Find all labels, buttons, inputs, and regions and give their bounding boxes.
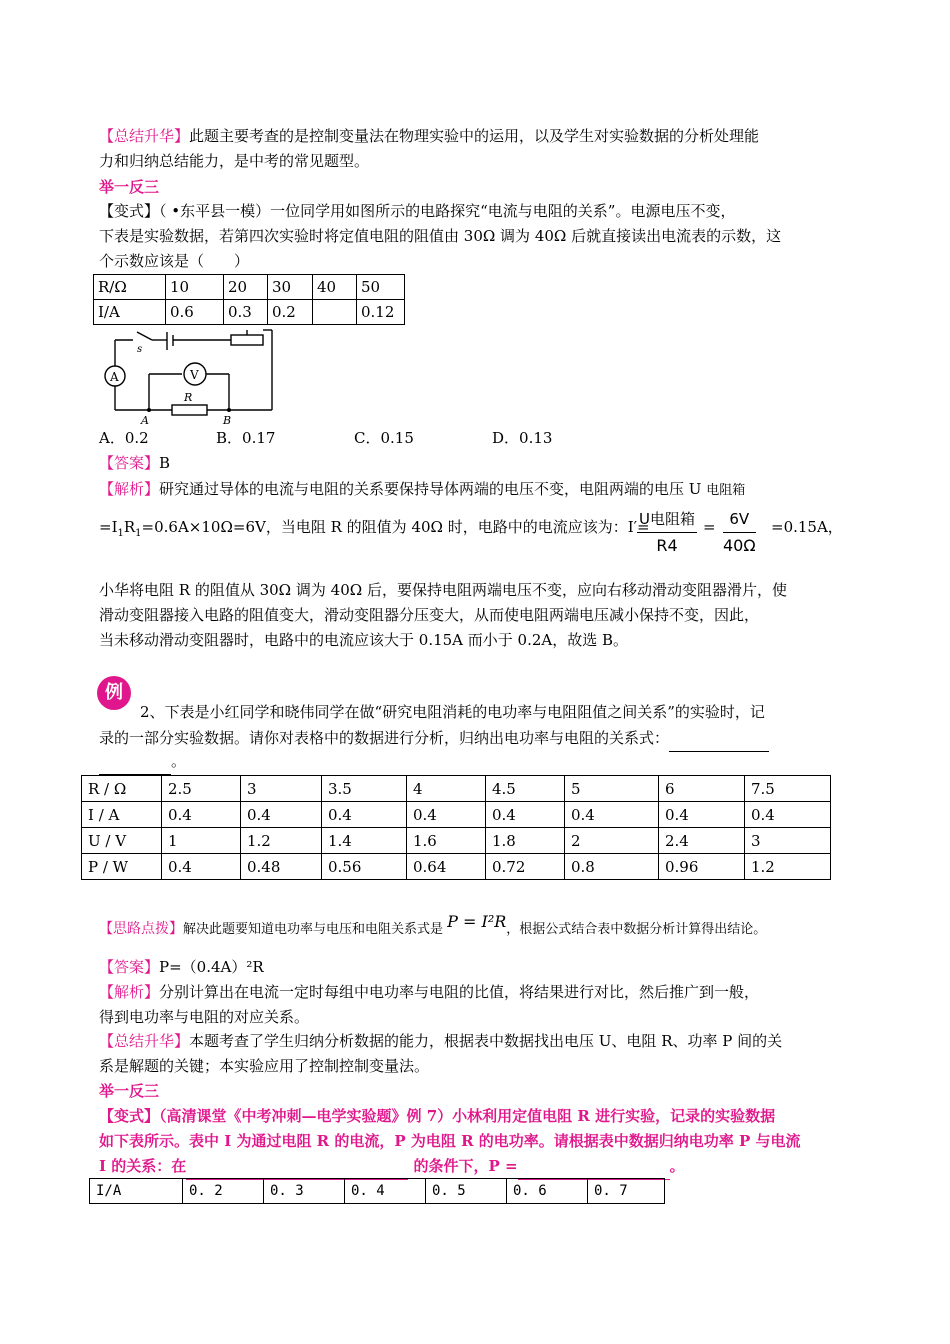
condition-blank[interactable] <box>186 1154 408 1180</box>
table-cell: 0.4 <box>322 802 407 828</box>
analysis-tag: 【解析】 <box>99 983 160 1001</box>
equals-sign: = <box>703 518 716 536</box>
analysis-2 <box>99 980 854 1030</box>
analysis-line-3: 小华将电阻 R 的阻值从 30Ω 调为 40Ω 后，要保持电阻两端电压不变，应向右移动滑动变阻器滑片，使 <box>99 581 787 599</box>
question-2-text: 录的一部分实验数据。请你对表格中的数据进行分析，归纳出电功率与电阻的关系式： <box>99 729 670 747</box>
fraction-2 <box>723 507 756 558</box>
variant-line-3: 个示数应该是（ ） <box>99 252 250 270</box>
table-cell: 0.96 <box>659 854 745 880</box>
question-2-line-3 <box>99 749 854 775</box>
table-cell: 6 <box>659 776 745 802</box>
power-resistance-table <box>81 775 831 880</box>
table-row <box>82 802 831 828</box>
fraction-2-denominator: 40Ω <box>723 536 756 555</box>
variant-line-2: 下表是实验数据，若第四次实验时将定值电阻的阻值由 30Ω 调为 40Ω 后就直接读出电流表的示数，这 <box>99 227 782 245</box>
analysis-line-2: 得到电功率与电阻的对应关系。 <box>99 1008 310 1026</box>
hint-tag: 【思路点拨】 <box>99 921 183 937</box>
table-cell: 7.5 <box>745 776 831 802</box>
table-cell: 0.64 <box>407 854 486 880</box>
table-cell: 3 <box>241 776 322 802</box>
table-cell: 10 <box>166 275 224 300</box>
table-cell: 0.72 <box>486 854 565 880</box>
variant-tag: 【变式】 <box>99 202 160 220</box>
table-cell: 3.5 <box>322 776 407 802</box>
variant-question-1 <box>99 199 854 274</box>
switch-label: s <box>137 344 143 355</box>
table-cell: 2.4 <box>659 828 745 854</box>
table-cell: R / Ω <box>82 776 162 802</box>
table-cell: 5 <box>565 776 659 802</box>
table-cell: 1.4 <box>322 828 407 854</box>
table-cell: 2.5 <box>162 776 241 802</box>
table-cell: 1.2 <box>241 828 322 854</box>
hint-text: 解决此题要知道电功率与电压和电阻关系式是 <box>183 922 444 937</box>
table-cell: 0. 7 <box>588 1179 665 1204</box>
question-2-period: 。 <box>171 752 187 770</box>
table-row <box>82 828 831 854</box>
table-cell: 0. 6 <box>507 1179 588 1204</box>
option-c: C．0.15 <box>354 429 414 447</box>
jyfs-heading-1: 举一反三 <box>99 178 160 196</box>
table-cell: I/A <box>94 300 166 325</box>
analysis-line-1: 分别计算出在电流一定时每组中电功率与电阻的比值，将结果进行对比，然后推广到一般， <box>159 983 760 1001</box>
table-cell: 1.6 <box>407 828 486 854</box>
table-row <box>82 776 831 802</box>
table-cell: 0. 4 <box>345 1179 426 1204</box>
resistance-current-table <box>93 274 405 325</box>
summary-line-1: 本题考查了学生归纳分析数据的能力，根据表中数据找出电压 U、电阻 R、功率 P 间的关 <box>189 1032 783 1050</box>
analysis-tag: 【解析】 <box>99 480 160 498</box>
table-cell: 0.6 <box>166 300 224 325</box>
question-2-line-1: 2、下表是小红同学和晓伟同学在做“研究电阻消耗的电功率与电阻阻值之间关系”的实验时，记 <box>140 703 765 721</box>
table-cell: 0.4 <box>162 802 241 828</box>
table-cell: U / V <box>82 828 162 854</box>
table-cell: 0.4 <box>659 802 745 828</box>
answer-2 <box>99 955 854 980</box>
table-cell: 0.48 <box>241 854 322 880</box>
variant-line-1: （高清课堂《中考冲刺—电学实验题》例 7）小林利用定值电阻 R 进行实验，记录的实验数据 <box>159 1107 776 1125</box>
hint-para <box>99 912 854 942</box>
example-badge: 例 <box>97 676 131 710</box>
option-a: A．0.2 <box>99 429 149 447</box>
table-cell: 0.4 <box>486 802 565 828</box>
resistor-label: R <box>184 391 193 404</box>
table-cell: 0.3 <box>224 300 268 325</box>
variant-tag: 【变式】 <box>99 1107 160 1125</box>
summary-2 <box>99 1029 854 1079</box>
summary-tag: 【总结升华】 <box>99 1032 190 1050</box>
fraction-1 <box>637 507 697 558</box>
fraction-1-numerator: U电阻箱 <box>637 507 697 533</box>
summary-tag: 【总结升华】 <box>99 127 190 145</box>
summary-line-2: 系是解题的关键；本实验应用了控制控制变量法。 <box>99 1057 430 1075</box>
ammeter-label: A <box>110 370 119 384</box>
table-cell: 3 <box>745 828 831 854</box>
table-cell: 0.8 <box>565 854 659 880</box>
analysis-1-rest <box>99 578 854 653</box>
analysis-line-4: 滑动变阻器接入电路的阻值变大，滑动变阻器分压变大，从而使电阻两端电压减小保持不变，因此， <box>99 606 760 624</box>
table-cell: 0.2 <box>268 300 313 325</box>
table-cell: 1 <box>162 828 241 854</box>
analysis-1-line-1 <box>99 477 854 503</box>
eq-part-a: =I <box>99 518 118 536</box>
table-cell: 0. 5 <box>426 1179 507 1204</box>
table-row <box>94 300 405 325</box>
table-cell: 0.56 <box>322 854 407 880</box>
summary-text: 此题主要考查的是控制变量法在物理实验中的运用，以及学生对实验数据的分析处理能 <box>189 127 760 145</box>
table-cell: R/Ω <box>94 275 166 300</box>
formula-blank[interactable] <box>518 1154 670 1180</box>
voltmeter-label: V <box>190 368 199 382</box>
answer-blank-2[interactable] <box>99 749 171 775</box>
answer-1 <box>99 451 854 476</box>
analysis-line-5: 当未移动滑动变阻器时，电路中的电流应该大于 0.15A 而小于 0.2A，故选 B。 <box>99 631 629 649</box>
variant-line-2: 如下表所示。表中 I 为通过电阻 R 的电流，P 为电阻 R 的电功率。请根据表中数据归纳电功率 P 与电流 <box>99 1132 801 1150</box>
current-table <box>89 1178 665 1204</box>
summary-text-2: 力和归纳总结能力，是中考的常见题型。 <box>99 152 370 170</box>
variant-line-3b: 的条件下，P = <box>413 1157 518 1175</box>
table-cell: 0.4 <box>241 802 322 828</box>
table-cell: 1.2 <box>745 854 831 880</box>
variant-line-3a: I 的关系：在 <box>99 1157 187 1175</box>
table-cell: P / W <box>82 854 162 880</box>
fraction-2-numerator: 6V <box>723 507 756 533</box>
table-cell: 0.4 <box>745 802 831 828</box>
table-cell: 0.4 <box>162 854 241 880</box>
table-cell: 0.4 <box>407 802 486 828</box>
table-cell: I/A <box>90 1179 183 1204</box>
hint-formula: P = I²R <box>447 912 507 931</box>
table-cell: 4 <box>407 776 486 802</box>
variant-question-2 <box>99 1104 854 1180</box>
circuit-diagram <box>97 326 282 426</box>
point-a-label: A <box>141 414 149 426</box>
table-cell: 0.4 <box>565 802 659 828</box>
table-cell: 2 <box>565 828 659 854</box>
table-cell: 0. 3 <box>264 1179 345 1204</box>
analysis-text: 研究通过导体的电流与电阻的关系要保持导体两端的电压不变，电阻两端的电压 U <box>159 480 702 498</box>
answer-tag: 【答案】 <box>99 454 160 472</box>
eq-part-b: R <box>123 518 136 536</box>
table-cell: 20 <box>224 275 268 300</box>
table-cell: 4.5 <box>486 776 565 802</box>
option-b: B．0.17 <box>216 429 276 447</box>
answer-tag: 【答案】 <box>99 958 160 976</box>
table-cell: 1.8 <box>486 828 565 854</box>
point-b-label: B <box>223 414 232 426</box>
eq-part-c: =0.6A×10Ω=6V，当电阻 R 的阻值为 40Ω 时，电路中的电流应该为：I′= <box>141 518 650 536</box>
table-row <box>90 1179 665 1204</box>
hint-text-2: ，根据公式结合表中数据分析计算得出结论。 <box>506 922 767 937</box>
variant-line-1: （ •东平县一模）一位同学用如图所示的电路探究“电流与电阻的关系”。电源电压不变， <box>159 202 736 220</box>
fraction-1-denominator: R4 <box>656 536 678 555</box>
power-resistance-table-body <box>82 776 831 880</box>
table-cell: 30 <box>268 275 313 300</box>
table-row <box>82 854 831 880</box>
answer-value: P=（0.4A）²R <box>159 958 264 976</box>
table-cell: 40 <box>313 275 357 300</box>
analysis-1-equation: $=I_1R_1=0.6A\times 10\Omega=6V$，当电阻 R 的阻值为 40Ω 时，电路中的电流应该为：I′= U电阻箱 R4 = $\frac{6V}{40\Omega}$ =0.15A， <box>99 507 854 569</box>
eq-part-d: =0.15A， <box>771 518 843 536</box>
table-cell <box>313 300 357 325</box>
jyfs-heading-2: 举一反三 <box>99 1082 160 1100</box>
answer-value: B <box>159 454 171 472</box>
subscript-resistor-box: 电阻箱 <box>706 483 746 498</box>
table-cell: 50 <box>357 275 405 300</box>
table-cell: 0. 2 <box>183 1179 264 1204</box>
table-cell: I / A <box>82 802 162 828</box>
table-cell: 0.12 <box>357 300 405 325</box>
variant-line-3c: 。 <box>669 1157 685 1175</box>
table-row <box>94 275 405 300</box>
summary-para-1 <box>99 124 854 174</box>
option-d: D．0.13 <box>492 429 553 447</box>
